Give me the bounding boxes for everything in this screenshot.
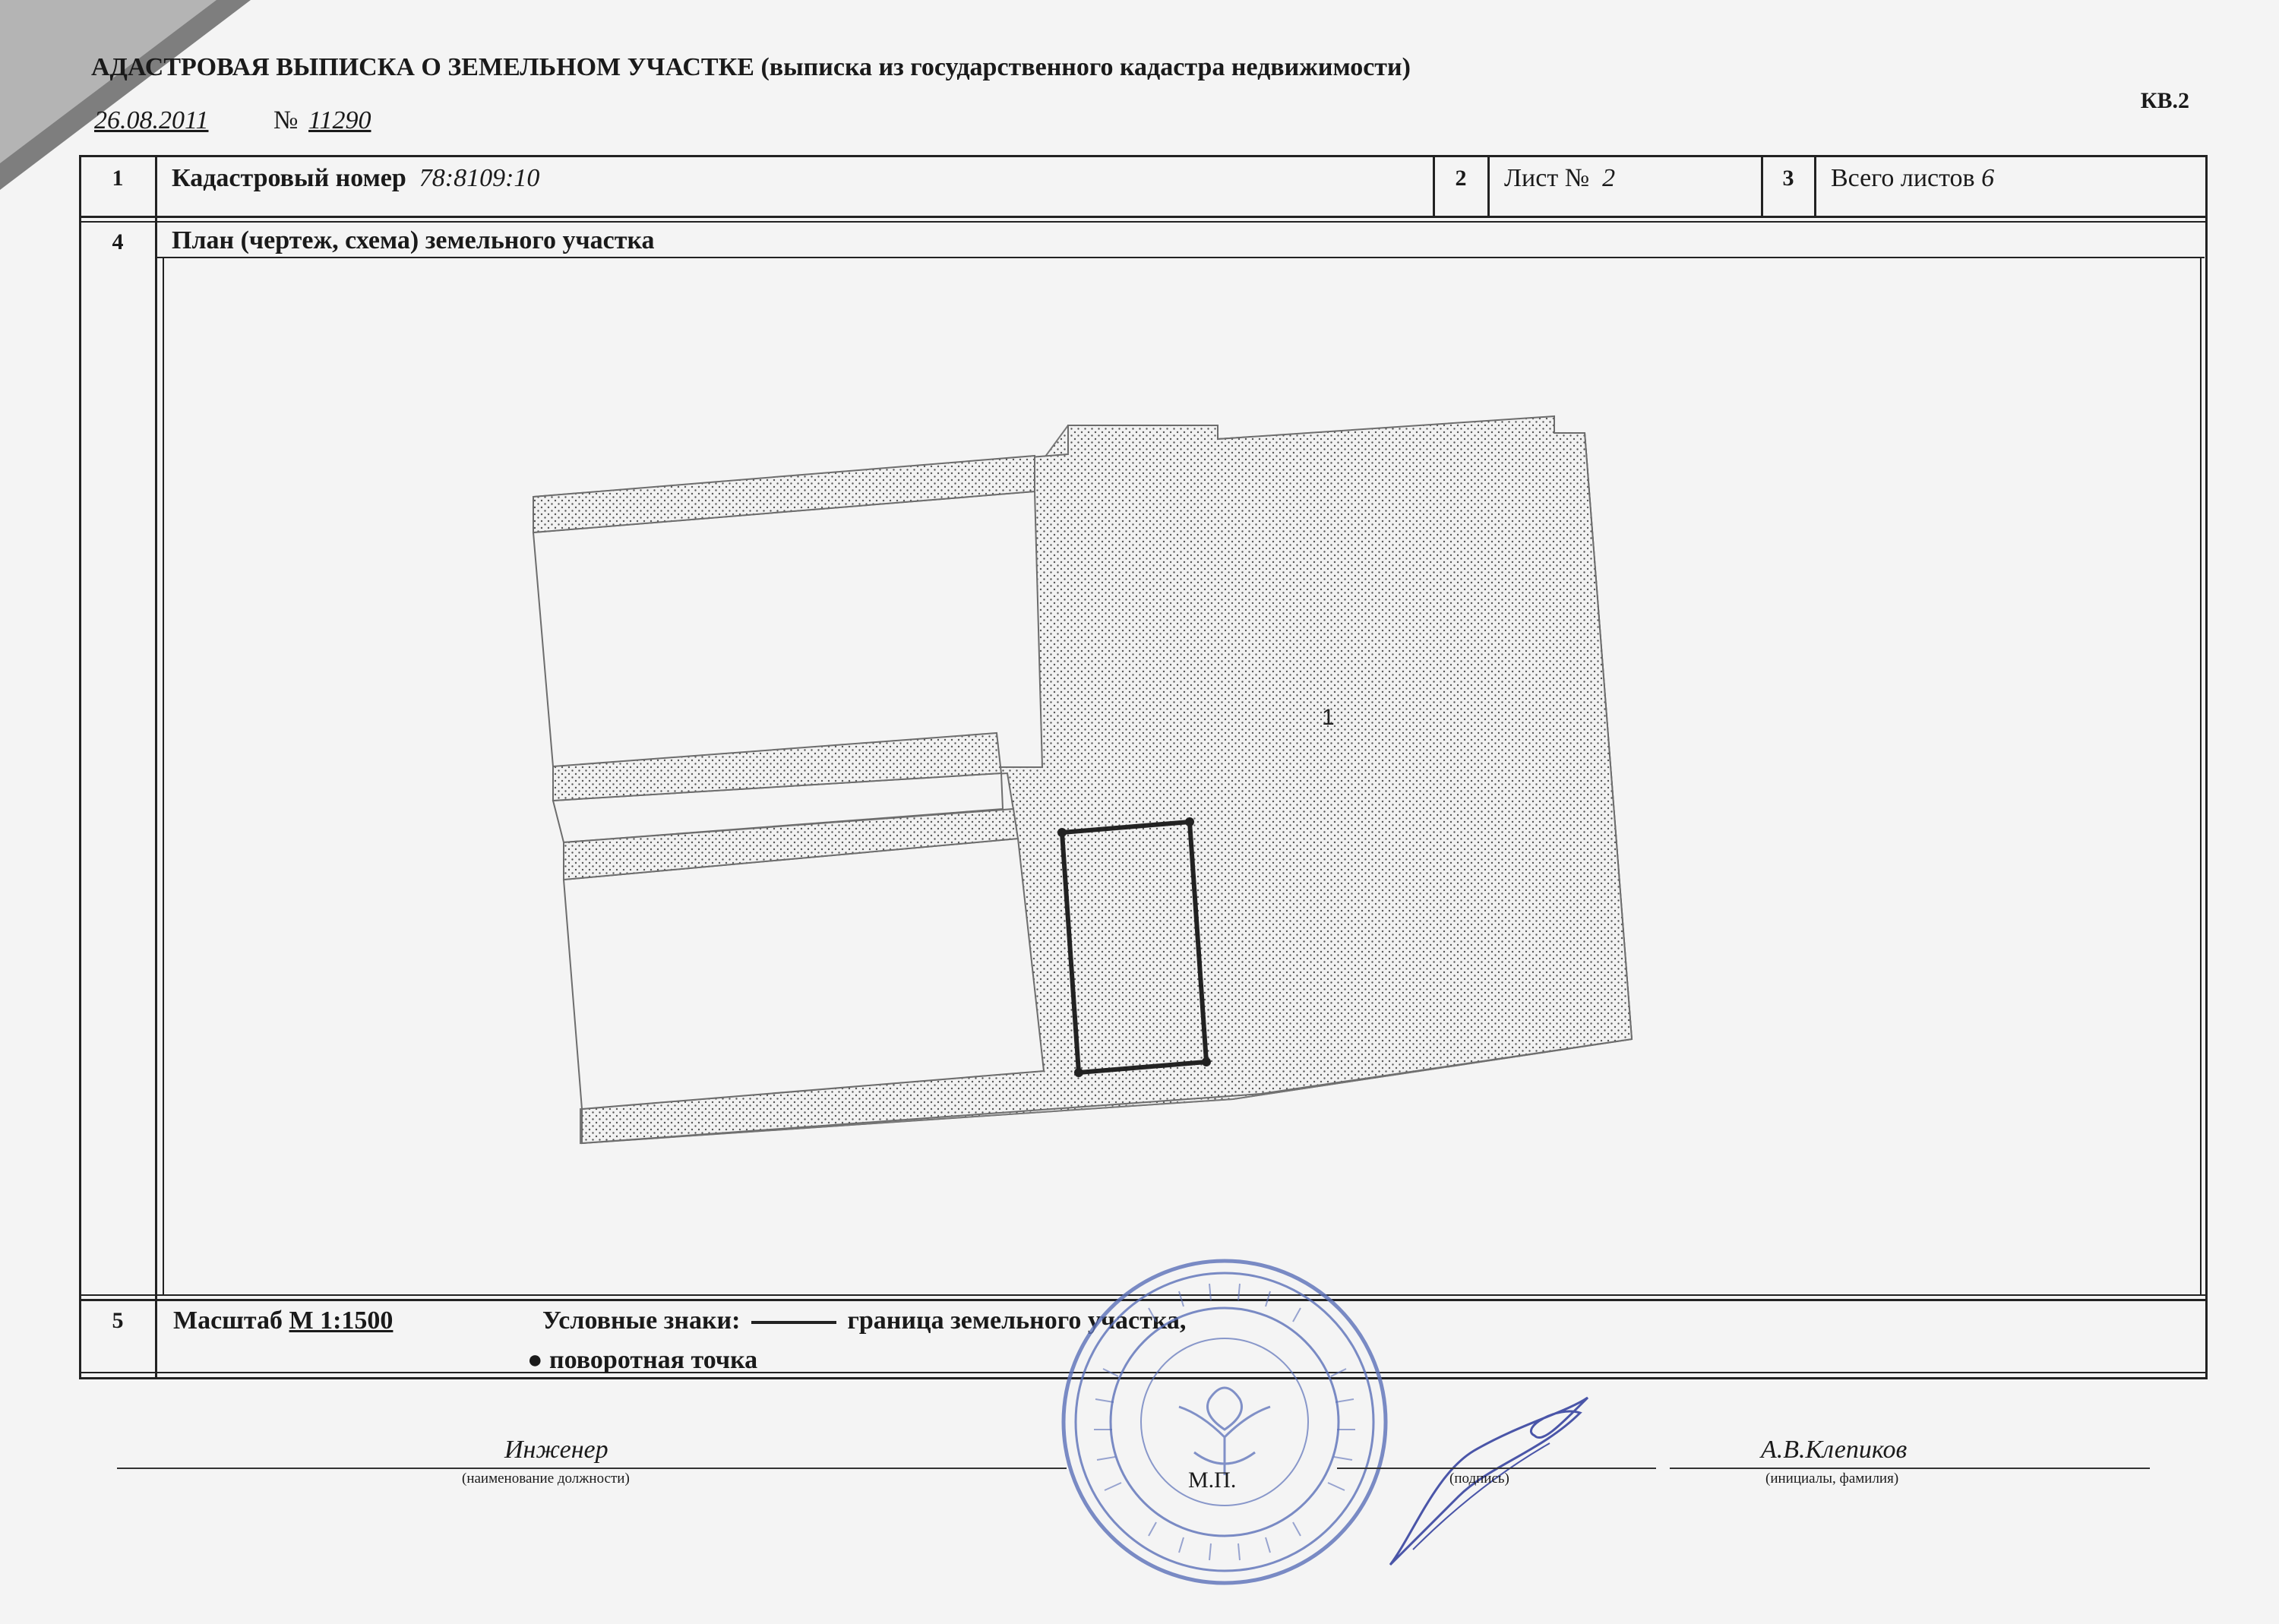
legend-label: Условные знаки: xyxy=(542,1306,741,1335)
cadastral-number-label: Кадастровый номер xyxy=(172,164,406,192)
turning-point xyxy=(1185,817,1194,826)
turning-point xyxy=(1074,1068,1083,1077)
turning-point xyxy=(1202,1057,1211,1066)
form-code: КВ.2 xyxy=(2140,88,2189,113)
scale-label: Масштаб xyxy=(173,1306,283,1335)
scale-value: М 1:1500 xyxy=(289,1306,394,1335)
row3-number: 3 xyxy=(1782,166,1794,191)
name-caption: (инициалы, фамилия) xyxy=(1765,1471,1899,1487)
cutout-upper xyxy=(533,491,1042,767)
total-sheets-value: 6 xyxy=(1981,164,1995,192)
row1-divider xyxy=(79,216,2208,218)
row1-divider-2 xyxy=(79,221,2208,223)
position-underline xyxy=(117,1468,1067,1469)
legend-point: ● поворотная точка xyxy=(527,1346,758,1374)
total-sheets-label: Всего листов xyxy=(1831,164,1975,192)
sheet-value: 2 xyxy=(1602,164,1616,192)
col-divider xyxy=(155,155,157,1379)
signature-underline xyxy=(1337,1468,1656,1469)
row1-v4 xyxy=(1814,155,1816,217)
plan-heading: План (чертеж, схема) земельного участка xyxy=(172,226,655,254)
row4-label-divider xyxy=(156,257,2205,258)
plan-frame-right xyxy=(2200,258,2202,1296)
number-label: № xyxy=(273,106,299,134)
title-main: АДАСТРОВАЯ ВЫПИСКА О ЗЕМЕЛЬНОМ УЧАСТКЕ xyxy=(91,53,754,81)
seal-label: М.П. xyxy=(1188,1468,1237,1493)
row1-number: 1 xyxy=(112,166,124,191)
sheet-number-field xyxy=(1504,164,1615,193)
total-sheets-field xyxy=(1831,164,1994,193)
row4-number: 4 xyxy=(112,229,124,254)
signature-caption: (подпись) xyxy=(1449,1471,1509,1487)
row5-number: 5 xyxy=(112,1308,124,1333)
scale-field xyxy=(173,1306,393,1335)
land-plan-drawing xyxy=(164,260,2200,1294)
row1-v2 xyxy=(1487,155,1490,217)
title-sub: (выписка из государственного кадастра недвижимости) xyxy=(760,53,1411,81)
position-title: Инженер xyxy=(504,1436,608,1464)
official-seal xyxy=(1057,1255,1392,1589)
document-number: 11290 xyxy=(308,106,371,134)
row2-number: 2 xyxy=(1455,166,1467,191)
document-title xyxy=(91,53,1411,82)
position-caption: (наименование должности) xyxy=(462,1471,630,1487)
cadastral-number-field xyxy=(172,164,539,193)
cutout-lower xyxy=(564,839,1044,1109)
signer-name: А.В.Клепиков xyxy=(1761,1436,1908,1464)
parcel-label: 1 xyxy=(1322,705,1335,730)
issue-date: 26.08.2011 xyxy=(94,106,209,134)
boundary-line-symbol xyxy=(751,1321,836,1324)
name-underline xyxy=(1670,1468,2150,1469)
legend-boundary-text: граница земельного участка, xyxy=(847,1306,1187,1335)
cadastral-number-value: 78:8109:10 xyxy=(419,164,540,192)
turning-point xyxy=(1057,828,1067,837)
sheet-label: Лист № xyxy=(1504,164,1590,192)
